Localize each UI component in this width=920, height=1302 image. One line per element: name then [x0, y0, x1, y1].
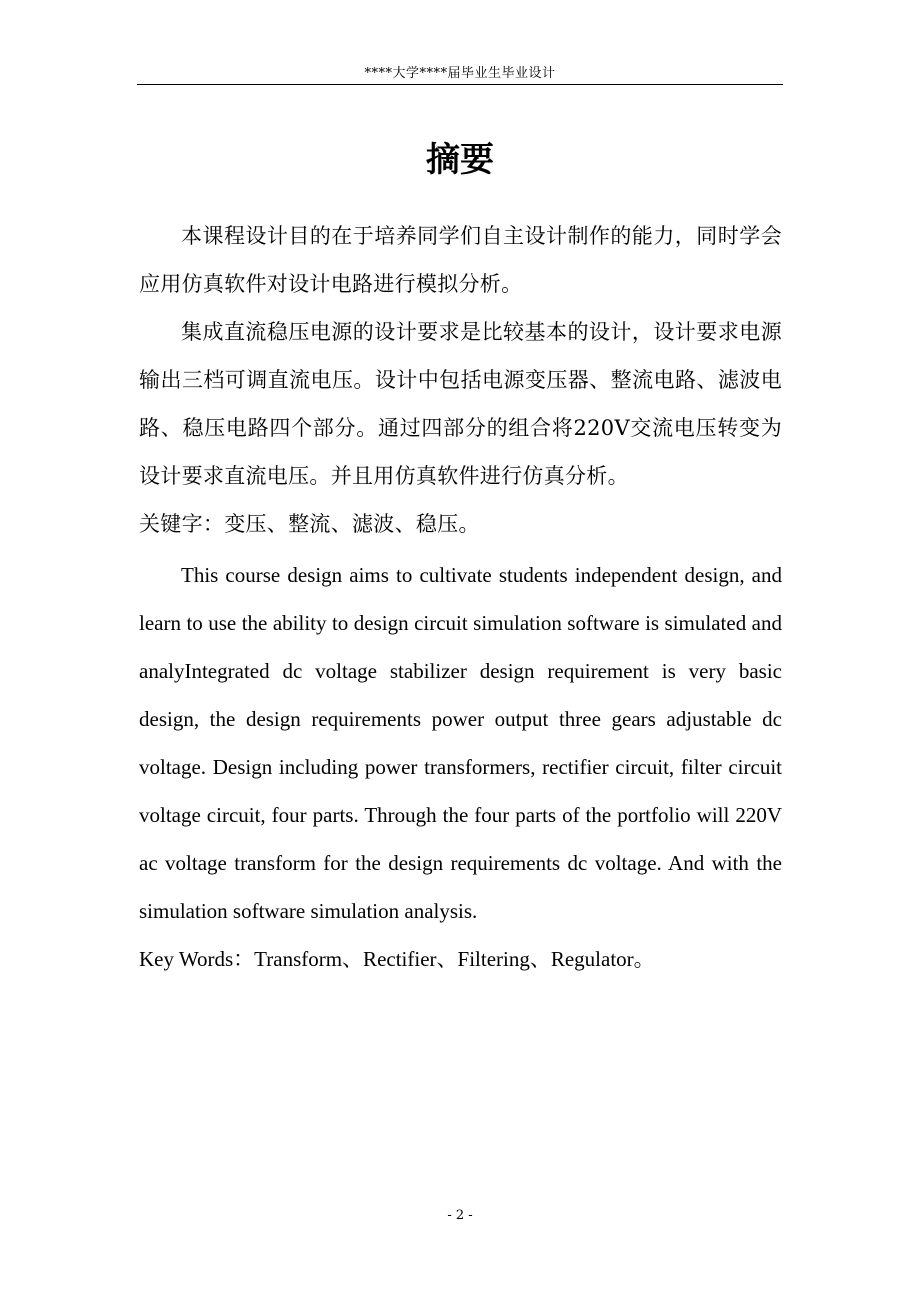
- abstract-cn-paragraph-1: 本课程设计目的在于培养同学们自主设计制作的能力，同时学会应用仿真软件对设计电路进行模拟分析。: [139, 224, 782, 296]
- header-rule: [137, 84, 783, 85]
- keywords-chinese: 关键字：变压、整流、滤波、稳压。: [139, 512, 480, 536]
- page-title: 摘要: [426, 140, 494, 180]
- page-number: - 2 -: [447, 1208, 473, 1223]
- abstract-chinese: [139, 212, 782, 548]
- abstract-cn-paragraph-2: 集成直流稳压电源的设计要求是比较基本的设计，设计要求电源输出三档可调直流电压。设计中包括电源变压器、整流电路、滤波电路、稳压电路四个部分。通过四部分的组合将220V交流电压转变为设计要求直流电压。并且用仿真软件进行仿真分析。: [139, 320, 782, 488]
- keywords-english: Key Words：Transform、Rectifier、Filtering、Regulator。: [139, 947, 655, 971]
- running-header: ****大学****届毕业生毕业设计: [364, 66, 556, 81]
- abstract-en-paragraph: This course design aims to cultivate students independent design, and learn to use the ability to design circuit simulation software is simulated and analyIntegrated dc voltage stabilizer design requirement is very basic design, the design requirements power output three gears adjustable dc voltage. Design including power transformers, rectifier circuit, filter circuit voltage circuit, four parts. Through the four parts of the portfolio will 220V ac voltage transform for the design requirements dc voltage. And with the simulation software simulation analysis.: [139, 563, 782, 923]
- abstract-english: [139, 551, 782, 983]
